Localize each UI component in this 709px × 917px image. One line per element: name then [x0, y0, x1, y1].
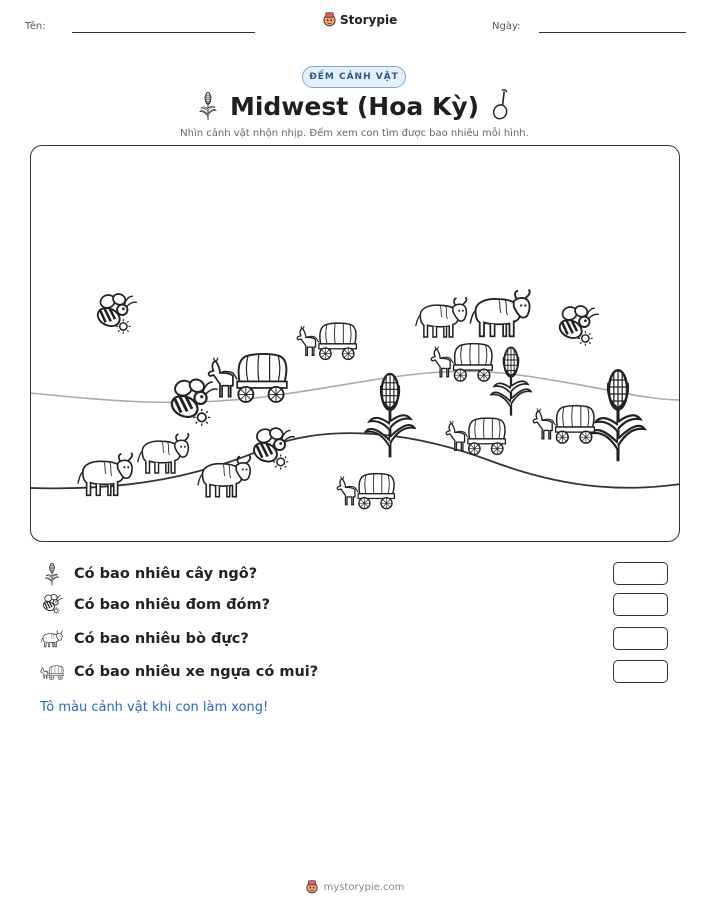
bison-4 [416, 297, 467, 337]
firefly-1 [95, 292, 137, 333]
name-label: Tên: [25, 21, 46, 32]
question-row [40, 562, 680, 586]
question-row [40, 593, 680, 617]
brand-logo [322, 12, 397, 27]
coloring-instruction: Tô màu cảnh vật khi con làm xong! [40, 700, 269, 715]
page-title: Midwest (Hoa Kỳ) [229, 92, 480, 121]
answer-box-wagon[interactable] [613, 660, 668, 683]
firefly-icon [40, 593, 64, 617]
question-text: Có bao nhiêu bò đực? [74, 631, 249, 647]
date-label: Ngày: [492, 21, 521, 32]
scene-illustration [31, 146, 680, 542]
bison-icon [40, 627, 64, 651]
corn-3 [591, 370, 644, 461]
footer [0, 880, 709, 894]
title-shovel-icon [489, 89, 513, 121]
question-text: Có bao nhiêu đom đóm? [74, 597, 271, 613]
name-line[interactable] [72, 32, 255, 33]
brand-name: Storypie [340, 12, 398, 27]
answer-box-corn[interactable] [613, 562, 668, 585]
wagon-6 [337, 474, 394, 509]
date-line[interactable] [539, 32, 686, 33]
storypie-logo-icon [305, 880, 319, 894]
storypie-logo-icon [322, 12, 337, 27]
question-row [40, 627, 680, 651]
question-text: Có bao nhiêu cây ngô? [74, 566, 258, 582]
answer-box-firefly[interactable] [613, 593, 668, 616]
answer-box-bison[interactable] [613, 627, 668, 650]
bison-5 [470, 290, 530, 337]
back-hill-line [31, 371, 680, 402]
wagon-4 [446, 418, 505, 454]
wagon-5 [533, 406, 594, 443]
category-badge: ĐẾM CẢNH VẬT [302, 66, 406, 88]
page-subtitle: Nhìn cảnh vật nhộn nhịp. Đếm xem con tìm được bao nhiêu mỗi hình. [180, 128, 529, 139]
bison-3 [198, 455, 251, 496]
question-row [40, 660, 680, 684]
counting-scene [30, 145, 680, 542]
bison-2 [138, 433, 189, 473]
corn-icon [40, 562, 64, 586]
wagon-3 [431, 344, 492, 381]
firefly-3 [251, 426, 295, 469]
corn-1 [366, 374, 415, 458]
bison-1 [78, 453, 132, 496]
wagon-2 [209, 354, 287, 402]
wagon-1 [297, 323, 356, 359]
firefly-4 [557, 304, 599, 345]
footer-url[interactable]: mystorypie.com [323, 881, 405, 893]
question-text: Có bao nhiêu xe ngựa có mui? [74, 664, 319, 680]
corn-2 [491, 347, 531, 415]
covered-wagon-icon [40, 660, 64, 684]
